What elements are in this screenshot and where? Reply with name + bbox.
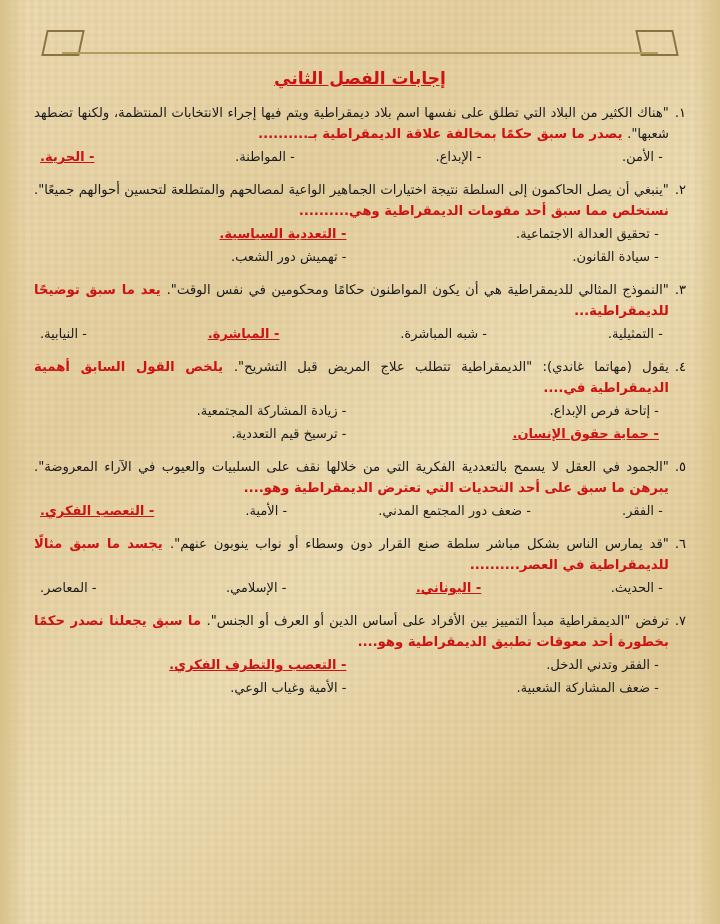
question-quote: ترفض "الديمقراطية مبدأ التمييز بين الأفراد على أساس الدين أو العرف أو الجنس". (206, 614, 669, 630)
answer-option[interactable]: - النيابية. (40, 327, 87, 343)
question-text (34, 457, 669, 499)
question-stem: يصدر ما سبق حكمًا بمخالفة علاقة الديمقراطية بـ.......... (258, 127, 628, 143)
answer-options (34, 148, 669, 169)
answer-option[interactable]: - ترسيخ قيم التعددية. (231, 427, 347, 443)
question-body (34, 103, 669, 169)
question-head (34, 103, 686, 169)
question-number: ١. (674, 106, 686, 122)
question-number: ٤. (674, 360, 686, 376)
page-edge-right (694, 0, 720, 924)
question-text (34, 357, 669, 399)
question-text (34, 534, 669, 576)
question-stem: يعد ما سبق توضيحًا للديمقراطية... (34, 283, 669, 320)
question-body (34, 534, 669, 600)
question-head (34, 180, 686, 269)
question-body (34, 180, 669, 269)
question-head (34, 611, 686, 700)
question-body (34, 357, 669, 446)
answer-option-selected[interactable]: - المباشرة. (207, 327, 280, 343)
question-head (34, 457, 686, 523)
question-stem: يجسد ما سبق مثالًا للديمقراطية في العصر.......... (34, 537, 669, 574)
answer-options (34, 579, 669, 600)
answer-option[interactable]: - الحديث. (610, 581, 663, 597)
page-edge-left (0, 0, 26, 924)
answer-option-selected[interactable]: - حماية حقوق الإنسان. (512, 427, 659, 443)
answer-option[interactable]: - سيادة القانون. (572, 250, 659, 266)
question-stem: ما سبق يجعلنا نصدر حكمًا بخطورة أحد معوقات تطبيق الديمقراطية وهو.... (34, 614, 669, 651)
question-body (34, 457, 669, 523)
answer-option[interactable]: - الأمن. (622, 150, 663, 166)
answer-option[interactable]: - إتاحة فرص الإبداع. (549, 404, 659, 420)
answer-option[interactable]: - الفقر. (622, 504, 663, 520)
question-text (34, 180, 669, 222)
answer-options (34, 402, 669, 446)
question-stem: يلخص القول السابق أهمية الديمقراطية في.... (34, 360, 669, 397)
answer-option-selected[interactable]: - التعددية السياسية. (219, 227, 347, 243)
question-head (34, 357, 686, 446)
answer-option[interactable]: - ضعف دور المجتمع المدني. (378, 504, 531, 520)
answer-option[interactable]: - الأمية. (245, 504, 288, 520)
answer-options (34, 656, 669, 700)
question-text (34, 280, 669, 322)
answer-option-selected[interactable]: - اليوناني. (415, 581, 482, 597)
question-quote: "هناك الكثير من البلاد التي تطلق على نفسها اسم بلاد ديمقراطية ويتم فيها إجراء الانتخابات المنتظمة، ولكنها تضطهد شعبها". (34, 106, 669, 143)
answer-options (34, 502, 669, 523)
answer-option[interactable]: - زيادة المشاركة المجتمعية. (196, 404, 347, 420)
question-item (34, 180, 686, 269)
answer-option[interactable]: - التمثيلية. (607, 327, 663, 343)
answer-option[interactable]: - الفقر وتدني الدخل. (546, 658, 659, 674)
question-head (34, 534, 686, 600)
answer-options (34, 325, 669, 346)
answer-option[interactable]: - المعاصر. (40, 581, 97, 597)
question-stem: يبرهن ما سبق على أحد التحديات التي تعترض الديمقراطية وهو.... (243, 481, 669, 497)
answer-options (34, 225, 669, 269)
question-number: ٧. (674, 614, 686, 630)
answer-option[interactable]: - تحقيق العدالة الاجتماعية. (515, 227, 659, 243)
answer-option[interactable]: - شبه المباشرة. (400, 327, 487, 343)
question-quote: يقول (مهاتما غاندي): "الديمقراطية تتطلب علاج المريض قبل التشريح". (233, 360, 669, 376)
question-text (34, 103, 669, 145)
answer-option[interactable]: - ضعف المشاركة الشعبية. (516, 681, 659, 697)
question-body (34, 280, 669, 346)
answer-option-selected[interactable]: - التعصب والتطرف الفكري. (169, 658, 347, 674)
question-number: ٥. (674, 459, 686, 475)
question-quote: "النموذج المثالي للديمقراطية هي أن يكون المواطنون حكامًا ومحكومين في نفس الوقت". (166, 283, 669, 299)
question-stem: نستخلص مما سبق أحد مقومات الديمقراطية وهي.......... (298, 204, 669, 220)
page-title: إجابات الفصل الثاني (274, 69, 446, 89)
answer-option-selected[interactable]: - التعصب الفكري. (40, 504, 155, 520)
question-item (34, 103, 686, 169)
header-rule (62, 52, 658, 54)
question-item (34, 611, 686, 700)
question-list (34, 103, 686, 700)
question-head (34, 280, 686, 346)
question-quote: "قد يمارس الناس بشكل مباشر سلطة صنع القرار دون وسطاء أو نواب ينوبون عنهم". (169, 537, 669, 553)
question-item (34, 357, 686, 446)
question-item (34, 457, 686, 523)
answer-option-selected[interactable]: - الحرية. (40, 150, 95, 166)
answer-option[interactable]: - المواطنة. (235, 150, 295, 166)
document-content (34, 66, 686, 914)
question-number: ٢. (674, 183, 686, 199)
question-item (34, 280, 686, 346)
question-text (34, 611, 669, 653)
answer-option[interactable]: - تهميش دور الشعب. (231, 250, 347, 266)
question-quote: "ينبغي أن يصل الحاكمون إلى السلطة نتيجة اختيارات الجماهير الواعية لمصالحهم والمتطلعة لتحسين أحوالهم جميعًا". (34, 183, 669, 199)
answer-option[interactable]: - الأمية وغياب الوعي. (230, 681, 347, 697)
question-number: ٣. (674, 283, 686, 299)
question-quote: "الجمود في العقل لا يسمح بالتعددية الفكرية التي من خلالها نقف على السلبيات والعيوب في الآراء المعروضة". (34, 459, 669, 475)
question-number: ٦. (674, 537, 686, 553)
answer-option[interactable]: - الإسلامي. (225, 581, 287, 597)
question-item (34, 534, 686, 600)
question-body (34, 611, 669, 700)
answer-option[interactable]: - الإبداع. (435, 150, 482, 166)
